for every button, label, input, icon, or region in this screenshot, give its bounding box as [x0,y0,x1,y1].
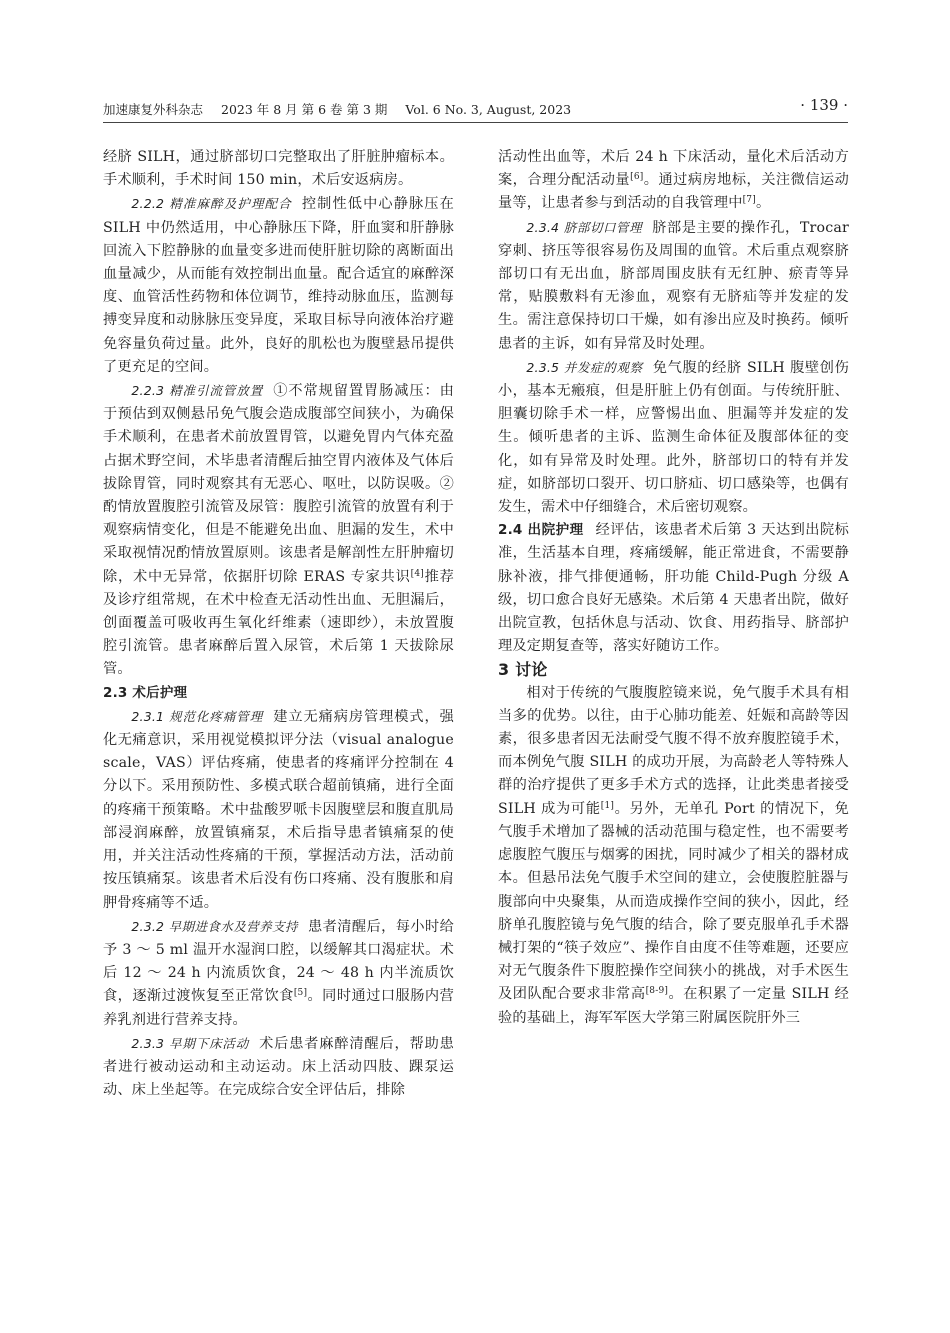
subsection-title: 2.3.5 并发症的观察 [526,359,643,375]
page-number: · 139 · [800,96,848,114]
section-2-3-4 [498,216,849,356]
paragraph-body: 脐部是主要的操作孔，Trocar 穿刺、挤压等很容易伤及周围的血管。术后重点观察脐部切口有无出血，脐部周围皮肤有无红肿、瘀青等异常，贴膜敷料有无渗血，观察有无脐疝等并发症的发生。需注意保持切口干燥，如有渗出应及时换药。倾听患者的主诉，如有异常及时处理。 [498,219,849,352]
section-heading-2-3: 2.3 术后护理 [103,684,188,701]
paragraph-body: 。另外，无单孔 Port 的情况下，免气腹手术增加了器械的活动范围与稳定性，也不需要考虑腹腔气腹压与烟雾的困扰，同时减少了相关的器材成本。但悬吊法免气腹手术空间的建立，会使腹腔脏器与腹部向中央聚集，从而造成操作空间的狭小，因此，经脐单孔腹腔镜与免气腹的结合，除了要克服单孔手术器械打架的“筷子效应”、操作自由度不佳等难题，还要应对无气腹条件下腹腔操作空间狭小的挑战，对手术医生及团队配合要求非常高 [498,800,849,1003]
paragraph-body: 活动性出血等，术后 24 h 下床活动，量化术后活动方案，合理分配活动量 [498,149,849,189]
journal-name: 加速康复外科杂志 [103,102,204,117]
paragraph-body: 。同时通过口服肠内营养乳剂进行营养支持。 [103,988,454,1028]
left-column [103,146,454,1102]
paragraph-body: 。 [755,195,771,212]
paragraph [498,146,849,216]
subsection-title: 2.2.2 精准麻醉及护理配合 [131,196,292,212]
citation: [7] [742,195,756,206]
section-2-4 [498,519,849,658]
paragraph-body: 术后患者麻醉清醒后，帮助患者进行被动运动和主动运动。床上活动四肢、踝泵运动、床上坐起等。在完成综合安全评估后，排除 [103,1035,454,1099]
citation: [8-9] [645,986,669,997]
paragraph-body: ①不常规留置胃肠减压：由于预估到双侧悬吊免气腹会造成腹部空间狭小，为确保手术顺利，在患者术前放置胃管，以避免胃内气体充盈占据术野空间，术毕患者清醒后抽空胃内液体及气体后拔除胃管，同时观察其有无恶心、呕吐，以防误吸。②酌情放置腹腔引流管及尿管：腹腔引流管的放置有利于观察病情变化，但是不能避免出血、胆漏的发生，术中采取视情况酌情放置原则。该患者是解剖性左肝肿瘤切除，术中无异常，依据肝切除 ERAS 专家共识 [103,383,454,585]
paragraph-body: 相对于传统的气腹腹腔镜来说，免气腹手术具有相当多的优势。以往，由于心肺功能差、妊娠和高龄等因素，很多患者因无法耐受气腹不得不放弃腹腔镜手术，而本例免气腹 SILH 的成功开展，为高龄老人等特殊人群的治疗提供了更多手术方式的选择，让此类患者接受 SILH 成为可能 [498,684,849,817]
subsection-title: 2.3.2 早期进食水及营养支持 [131,918,298,934]
subsection-title: 2.3.1 规范化疼痛管理 [131,708,264,724]
journal-info [103,100,585,118]
paragraph-body: 。通过病房地标，关注微信运动量等，让患者参与到活动的自我管理中 [498,172,849,212]
section-2-3-5 [498,356,849,519]
section-3-discussion [498,682,849,1030]
section-2-2-3 [103,379,454,682]
citation: [1] [600,800,615,811]
section-2-3-2 [103,915,454,1032]
header-rule [103,122,848,123]
section-2-2-2 [103,192,454,379]
citation: [5] [293,988,308,999]
subsection-title: 2.2.3 精准引流管放置 [131,383,264,399]
citation: [4] [410,568,424,579]
section-heading-2-4: 2.4 出院护理 [498,522,584,539]
paragraph-body: 经评估，该患者术后第 3 天达到出院标准，生活基本自理，疼痛缓解，能正常进食，不需要静脉补液，排气排便通畅，肝功能 Child-Pugh 分级 A 级，切口愈合良好无感染。术后第 4 天患者出院，做好出院宣教，包括休息与活动、饮食、用药指导、脐部护理及定期复查等，落实好随访工作。 [498,522,849,655]
running-header [103,96,848,122]
subsection-title: 2.3.4 脐部切口管理 [526,219,643,235]
section-2-3-3 [103,1032,454,1103]
paragraph-body: 患者清醒后，每小时给予 3 ～ 5 ml 温开水湿润口腔，以缓解其口渴症状。术后 12 ～ 24 h 内流质饮食，24 ～ 48 h 内半流质饮食，逐渐过渡恢复至正常饮食 [103,918,454,1005]
right-column [498,146,849,1030]
paragraph-body: 推荐及诊疗组常规，在术中检查无活动性出血、无胆漏后，创面覆盖可吸收再生氧化纤维素（速即纱），未放置腹腔引流管。患者麻醉后置入尿管，术后第 1 天拔除尿管。 [103,568,455,678]
paragraph-body: 免气腹的经脐 SILH 腹壁创伤小，基本无瘢痕，但是肝脏上仍有创面。与传统肝脏、胆囊切除手术一样，应警惕出血、胆漏等并发症的发生。倾听患者的主诉、监测生命体征及腹部体征的变化，如有异常及时处理。此外，脐部切口的特有并发症，如脐部切口裂开、切口脐疝、切口感染等，也偶有发生，需术中仔细缝合，术后密切观察。 [498,359,849,516]
paragraph-body: 控制性低中心静脉压在 SILH 中仍然适用，中心静脉压下降，肝血窦和肝静脉回流入下腔静脉的血量变多进而使肝脏切除的离断面出血量减少，从而能有效控制出血量。配合适宜的麻醉深度、血管活性药物和体位调节，维持动脉血压，监测每搏变异度和动脉脉压变异度，采取目标导向液体治疗避免容量负荷过量。此外，良好的肌松也为腹壁悬吊提供了更充足的空间。 [103,196,454,375]
section-2-3-1 [103,705,454,915]
paragraph: 经脐 SILH，通过脐部切口完整取出了肝脏肿瘤标本。手术顺利，手术时间 150 min，术后安返病房。 [103,149,454,189]
paragraph-body: 。在积累了一定量 SILH 经验的基础上，海军军医大学第三附属医院肝外三 [498,986,849,1026]
issue-en: Vol. 6 No. 3, August, 2023 [405,102,572,117]
citation: [6] [630,172,644,183]
issue-cn: 2023 年 8 月 第 6 卷 第 3 期 [221,102,388,117]
paragraph-body: 建立无痛病房管理模式，强化无痛意识，采用视觉模拟评分法（visual analogue scale，VAS）评估疼痛，使患者的疼痛评分控制在 4 分以下。采用预防性、多模式联合超前镇痛，进行全面的疼痛干预策略。术中盐酸罗哌卡因腹壁层和腹直肌局部浸润麻醉，放置镇痛泵，术后指导患者镇痛泵的使用，并关注活动性疼痛的干预，掌握活动方法，活动前按压镇痛泵。该患者术后没有伤口疼痛、没有腹胀和肩胛骨疼痛等不适。 [103,708,454,911]
subsection-title: 2.3.3 早期下床活动 [131,1035,250,1051]
section-heading-3: 3 讨论 [498,660,548,680]
